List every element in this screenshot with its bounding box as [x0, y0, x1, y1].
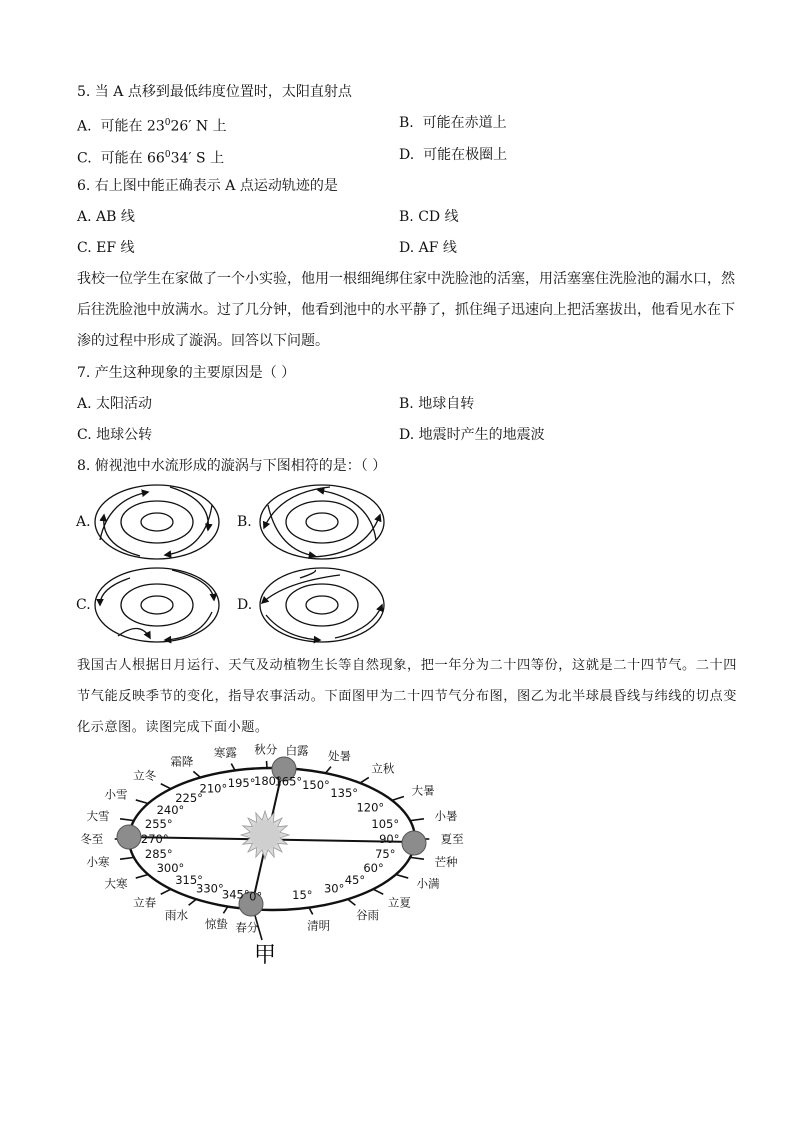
- sun-icon: [241, 811, 289, 859]
- q7-option-d[interactable]: D. 地震时产生的地震波: [399, 427, 545, 443]
- orbit-tick: [189, 899, 197, 905]
- q6-option-b[interactable]: B. CD 线: [399, 209, 459, 225]
- orbit-tick: [326, 767, 331, 774]
- q7-option-a[interactable]: A. 太阳活动: [77, 396, 153, 412]
- solar-term-label: 处暑: [327, 749, 351, 764]
- degree-label: 90°: [379, 832, 400, 846]
- q8-label-c[interactable]: C.: [76, 597, 91, 613]
- earth-summer-solstice: [402, 831, 426, 855]
- solar-terms-passage: 我国古人根据日月运行、天气及动植物生长等自然现象，把一年分为二十四等份，这就是二十四节气。二十四节气能反映季节的变化，指导农事活动。下面图甲为二十四节气分布图，图乙为北半球晨昏线与纬线的切点变化示意图。读图完成下面小题。: [77, 658, 737, 735]
- solar-term-label: 小暑: [434, 808, 458, 823]
- solar-term-label: 小雪: [104, 787, 128, 802]
- degree-label: 255°: [144, 816, 173, 831]
- degree-label: 75°: [375, 847, 396, 862]
- degree-label: 210°: [199, 781, 228, 796]
- solar-term-label: 大雪: [86, 808, 110, 823]
- solar-term-label: 芒种: [434, 855, 458, 870]
- orbit-tick: [136, 800, 148, 804]
- degree-label: 345°: [221, 887, 250, 902]
- q5-option-d[interactable]: D. 可能在极圈上: [399, 147, 508, 163]
- solar-term-label: 立秋: [371, 761, 395, 776]
- orbit-tick: [392, 796, 404, 800]
- solar-term-label: 谷雨: [355, 907, 379, 922]
- q8-label-a[interactable]: A.: [76, 514, 91, 530]
- degree-label: 45°: [344, 873, 366, 888]
- solar-term-label: 小寒: [86, 855, 110, 870]
- degree-label: 30°: [323, 881, 345, 896]
- degree-label: 330°: [196, 881, 224, 896]
- degree-label: 105°: [371, 816, 400, 831]
- degree-label: 270°: [140, 832, 169, 846]
- degree-label: 60°: [363, 861, 384, 876]
- orbit-tick: [136, 875, 148, 879]
- orbit-tick: [161, 889, 171, 894]
- q6-option-c[interactable]: C. EF 线: [77, 240, 135, 256]
- solar-term-label: 白露: [285, 743, 309, 758]
- orbit-tick: [120, 819, 134, 821]
- intro-paragraph: 我校一位学生在家做了一个小实验，他用一根细绳绑住家中洗脸池的活塞，用活塞塞住洗脸池的漏水口，然后往洗脸池中放满水。过了几分钟，他看到池中的水平静了，抓住绳子迅速向上把活塞拔出，他看见水在下渗的过程中形成了漩涡。回答以下问题。: [77, 271, 735, 349]
- degree-label: 315°: [175, 873, 203, 888]
- q7-stem: 7. 产生这种现象的主要原因是（ ）: [77, 365, 296, 381]
- q7-option-b[interactable]: B. 地球自转: [399, 396, 475, 412]
- solar-term-label: 春分: [235, 920, 259, 935]
- orbit-tick: [396, 875, 408, 879]
- q5-stem: 5. 当 A 点移到最低纬度位置时，太阳直射点: [77, 84, 352, 100]
- degree-label: 165°: [274, 774, 303, 789]
- degree-label: 120°: [356, 800, 385, 815]
- solar-term-label: 小满: [416, 876, 440, 891]
- orbit-tick: [360, 777, 369, 783]
- solar-term-label: 寒露: [213, 745, 237, 760]
- orbit-tick: [373, 889, 383, 894]
- degree-label: 150°: [302, 778, 330, 793]
- degree-label: 180°: [254, 773, 282, 788]
- solar-term-label: 立冬: [133, 768, 157, 783]
- earth-winter-solstice: [117, 825, 141, 849]
- orbit-tick: [193, 771, 200, 777]
- orbit-tick: [120, 857, 134, 859]
- figure-caption-jia: 甲: [253, 943, 277, 968]
- orbit-tick: [410, 819, 424, 821]
- q6-option-d[interactable]: D. AF 线: [399, 240, 457, 256]
- solar-term-label: 雨水: [165, 907, 189, 922]
- solar-term-label: 夏至: [440, 832, 464, 846]
- q5-option-a[interactable]: A. 可能在 $23^026'$ N 上: [77, 118, 227, 135]
- q5-option-b[interactable]: B. 可能在赤道上: [399, 115, 507, 131]
- degree-label: 300°: [156, 861, 185, 876]
- solar-term-label: 大寒: [104, 876, 128, 891]
- q5-option-c[interactable]: C. 可能在 $66^034'$ S 上: [77, 150, 225, 167]
- solar-term-label: 立夏: [387, 895, 411, 910]
- q6-stem: 6. 右上图中能正确表示 A 点运动轨迹的是: [77, 178, 338, 194]
- q8-stem: 8. 俯视池中水流形成的漩涡与下图相符的是：（ ）: [77, 458, 387, 474]
- solar-term-label: 立春: [133, 895, 157, 910]
- degree-label: 225°: [175, 790, 203, 805]
- q7-option-c[interactable]: C. 地球公转: [77, 427, 153, 443]
- solar-term-label: 冬至: [80, 832, 104, 846]
- orbit-tick: [348, 899, 356, 905]
- degree-label: 15°: [292, 888, 313, 903]
- orbit-tick: [410, 857, 424, 859]
- solar-term-label: 秋分: [254, 742, 278, 757]
- solar-term-label: 惊蛰: [204, 917, 228, 932]
- degree-label: 0°: [249, 889, 263, 904]
- degree-label: 285°: [144, 847, 173, 862]
- degree-label: 135°: [330, 786, 359, 801]
- q8-label-d[interactable]: D.: [237, 597, 253, 613]
- solar-term-label: 霜降: [170, 754, 194, 769]
- degree-label: 240°: [156, 802, 185, 817]
- degree-label: 195°: [227, 775, 256, 790]
- solar-term-label: 清明: [307, 918, 331, 933]
- solar-term-label: 大暑: [411, 783, 435, 798]
- orbit-tick: [161, 784, 171, 789]
- q8-label-b[interactable]: B.: [237, 514, 252, 530]
- q6-option-a[interactable]: A. AB 线: [77, 209, 135, 225]
